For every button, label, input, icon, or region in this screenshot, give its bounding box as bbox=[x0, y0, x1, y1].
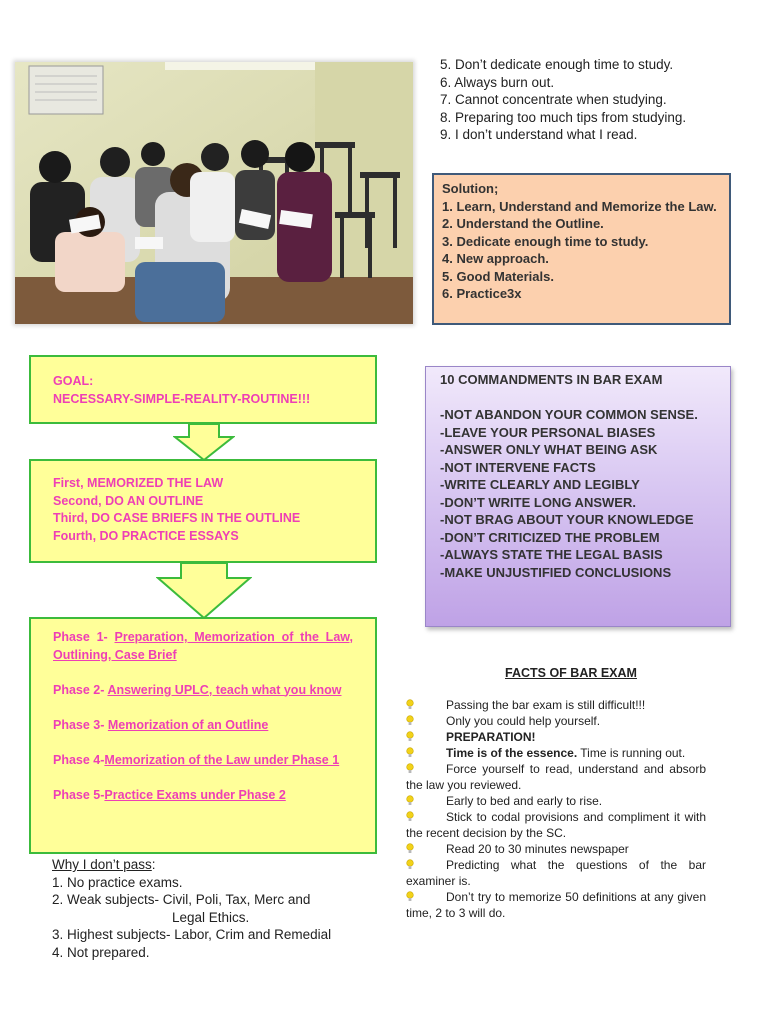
lightbulb-icon bbox=[406, 857, 446, 873]
lightbulb-icon bbox=[406, 745, 446, 761]
list-item: 1. Learn, Understand and Memorize the Law. bbox=[442, 198, 717, 214]
rule-item: -LEAVE YOUR PERSONAL BIASES bbox=[440, 424, 656, 440]
commandments-box bbox=[425, 366, 731, 627]
reasons-list bbox=[440, 56, 740, 144]
list-item: 7. Cannot concentrate when studying. bbox=[440, 92, 667, 107]
phase-item bbox=[53, 682, 353, 700]
rule-item: -DON’T WRITE LONG ANSWER. bbox=[440, 494, 636, 510]
phase-item bbox=[53, 752, 353, 770]
step-item: Third, DO CASE BRIEFS IN THE OUTLINE bbox=[53, 511, 301, 525]
students-photo bbox=[15, 62, 413, 324]
rule-item: -MAKE UNJUSTIFIED CONCLUSIONS bbox=[440, 564, 672, 580]
fact-text: Time is running out. bbox=[577, 746, 686, 760]
phase-text: Memorization of the Law under Phase 1 bbox=[104, 752, 340, 767]
list-item: 4. New approach. bbox=[442, 251, 549, 266]
solution-box bbox=[432, 173, 731, 325]
list-item: Legal Ethics. bbox=[172, 909, 250, 925]
fact-text: Early to bed and early to rise. bbox=[446, 794, 603, 808]
fact-text: Read 20 to 30 minutes newspaper bbox=[446, 842, 629, 856]
commandments-title: 10 COMMANDMENTS IN BAR EXAM bbox=[440, 372, 663, 387]
list-item: 6. Always burn out. bbox=[440, 74, 555, 90]
fact-item bbox=[406, 841, 706, 857]
lightbulb-icon bbox=[406, 809, 446, 825]
lightbulb-icon bbox=[406, 889, 446, 905]
list-item: 1. No practice exams. bbox=[52, 874, 183, 890]
phase-label: Phase 1- bbox=[53, 630, 115, 644]
why-title: Why I don’t pass: bbox=[52, 857, 156, 872]
step-item: First, MEMORIZED THE LAW bbox=[53, 476, 224, 490]
list-item: 9. I don’t understand what I read. bbox=[440, 127, 638, 142]
list-item: 3. Dedicate enough time to study. bbox=[442, 233, 649, 249]
rule-item: -NOT INTERVENE FACTS bbox=[440, 459, 596, 475]
phase-text: Memorization of an Outline bbox=[107, 717, 269, 732]
lightbulb-icon bbox=[406, 729, 446, 745]
phase-item bbox=[53, 717, 353, 735]
step-item: Fourth, DO PRACTICE ESSAYS bbox=[53, 528, 239, 543]
fact-bold-text: PREPARATION! bbox=[446, 730, 536, 744]
down-arrow-icon bbox=[156, 562, 252, 619]
down-arrow-icon bbox=[173, 423, 235, 461]
phase-text: Answering UPLC, teach what you know bbox=[107, 682, 342, 697]
phase-label: Phase 5- bbox=[53, 787, 105, 802]
fact-item bbox=[406, 761, 706, 793]
fact-item bbox=[406, 713, 706, 729]
list-item: 8. Preparing too much tips from studying. bbox=[440, 109, 687, 125]
rule-item: -DON’T CRITICIZED THE PROBLEM bbox=[440, 529, 660, 545]
fact-text: Force yourself to read, understand and absorb the law you reviewed. bbox=[406, 762, 706, 792]
phase-item bbox=[53, 787, 353, 805]
fact-item bbox=[406, 793, 706, 809]
lightbulb-icon bbox=[406, 841, 446, 857]
phase-label: Phase 4- bbox=[53, 752, 105, 767]
rule-item: -ANSWER ONLY WHAT BEING ASK bbox=[440, 442, 658, 457]
facts-title: FACTS OF BAR EXAM bbox=[505, 666, 637, 680]
phase-text: Practice Exams under Phase 2 bbox=[104, 787, 286, 802]
lightbulb-icon bbox=[406, 761, 446, 777]
fact-bold-text: Time is of the essence. bbox=[446, 746, 578, 760]
steps-box bbox=[29, 459, 377, 563]
phase-text: Preparation, Memorization of the Law, Outlining, Case Brief bbox=[53, 630, 354, 662]
goal-label: GOAL: bbox=[53, 374, 94, 388]
list-item: 4. Not prepared. bbox=[52, 944, 150, 960]
list-item: 2. Understand the Outline. bbox=[442, 216, 604, 231]
why-section bbox=[52, 856, 372, 961]
solution-title: Solution; bbox=[442, 181, 499, 196]
fact-text: Predicting what the questions of the bar examiner is. bbox=[406, 858, 706, 888]
fact-text: Don’t try to memorize 50 definitions at any given time, 2 to 3 will do. bbox=[406, 890, 706, 920]
fact-item bbox=[406, 729, 706, 745]
rule-item: -NOT ABANDON YOUR COMMON SENSE. bbox=[440, 407, 698, 422]
list-item: 5. Good Materials. bbox=[442, 268, 554, 284]
fact-text: Stick to codal provisions and compliment it with the recent decision by the SC. bbox=[406, 810, 706, 840]
step-item: Second, DO AN OUTLINE bbox=[53, 493, 204, 508]
fact-text: Passing the bar exam is still difficult!!! bbox=[446, 698, 646, 712]
lightbulb-icon bbox=[406, 793, 446, 809]
fact-item bbox=[406, 857, 706, 889]
lightbulb-icon bbox=[406, 697, 446, 713]
rule-item: -NOT BRAG ABOUT YOUR KNOWLEDGE bbox=[440, 512, 694, 527]
list-item: 6. Practice3x bbox=[442, 286, 522, 301]
fact-item bbox=[406, 697, 706, 713]
fact-text: Only you could help yourself. bbox=[446, 714, 601, 728]
fact-item bbox=[406, 809, 706, 841]
phase-label: Phase 3- bbox=[53, 717, 108, 732]
goal-text: NECESSARY-SIMPLE-REALITY-ROUTINE!!! bbox=[53, 391, 311, 406]
goal-box bbox=[29, 355, 377, 424]
lightbulb-icon bbox=[406, 713, 446, 729]
facts-list bbox=[406, 697, 706, 921]
fact-item bbox=[406, 745, 706, 761]
fact-item bbox=[406, 889, 706, 921]
list-item: 3. Highest subjects- Labor, Crim and Remedial bbox=[52, 927, 332, 942]
phase-label: Phase 2- bbox=[53, 682, 108, 697]
classroom-illustration bbox=[15, 62, 413, 324]
list-item: 2. Weak subjects- Civil, Poli, Tax, Merc and bbox=[52, 892, 311, 907]
list-item: 5. Don’t dedicate enough time to study. bbox=[440, 57, 674, 72]
rule-item: -WRITE CLEARLY AND LEGIBLY bbox=[440, 477, 640, 492]
phase-item bbox=[53, 629, 353, 664]
rule-item: -ALWAYS STATE THE LEGAL BASIS bbox=[440, 547, 663, 562]
phases-box bbox=[29, 617, 377, 854]
